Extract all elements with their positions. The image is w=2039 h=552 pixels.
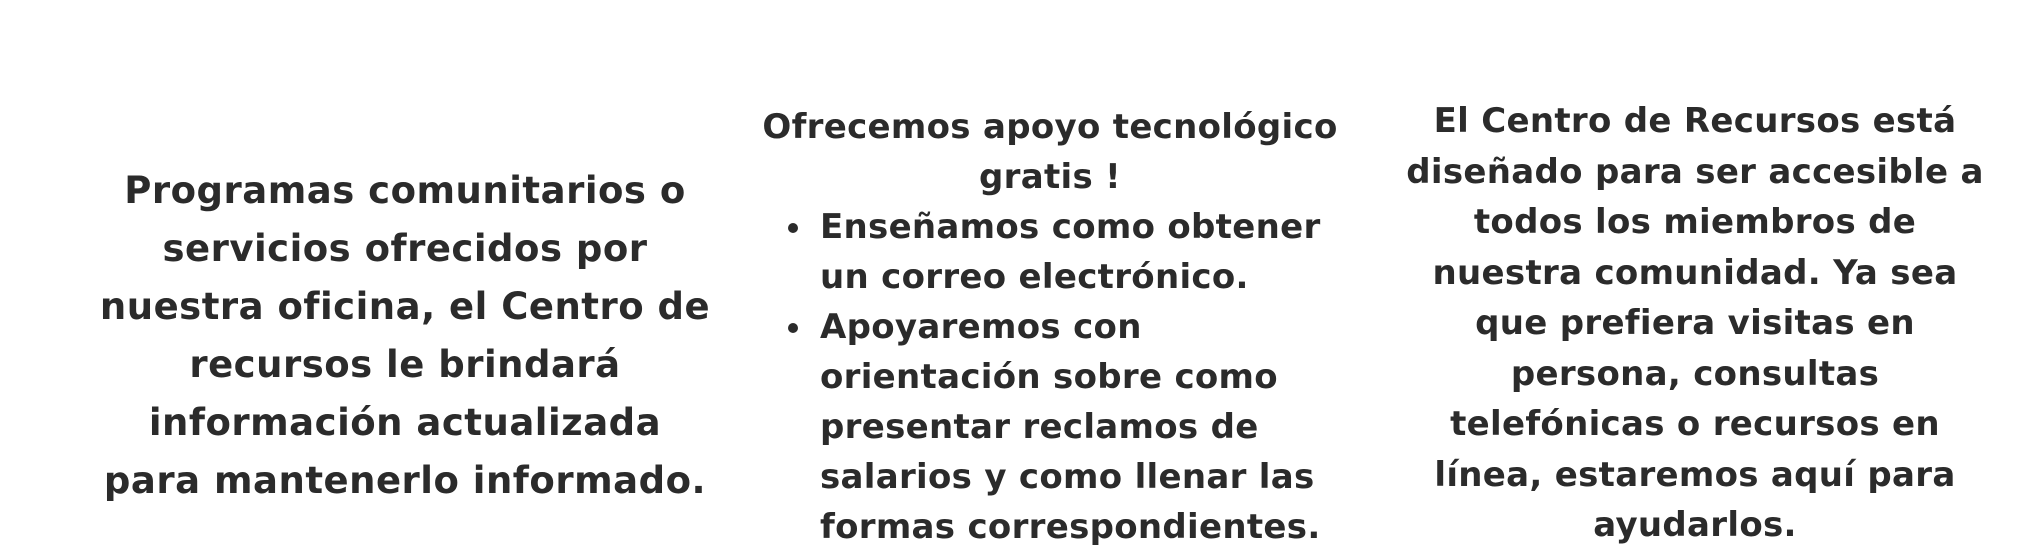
- accessibility-text: El Centro de Recursos está diseñado para ser accesible a todos los miembros de nuestra comunidad. Ya sea que prefiera visitas en persona, consultas telefónicas o recursos en línea, estaremos aquí para ayudarlos.: [1406, 101, 1984, 545]
- list-item: Apoyaremos con orientación sobre como presentar reclamos de salarios y como llenar las formas correspondientes.: [820, 302, 1340, 552]
- list-item: Enseñamos como obtener un correo electrónico.: [820, 202, 1340, 302]
- accessibility-column: [1400, 96, 1990, 551]
- tech-support-heading: Ofrecemos apoyo tecnológico gratis !: [762, 107, 1338, 197]
- community-programs-text: Programas comunitarios o servicios ofrecidos por nuestra oficina, el Centro de recursos le brindará información actualizada para mantenerlo informado.: [99, 169, 711, 502]
- tech-support-list: [760, 202, 1340, 552]
- tech-support-column: [760, 102, 1340, 552]
- community-programs-column: [95, 162, 715, 510]
